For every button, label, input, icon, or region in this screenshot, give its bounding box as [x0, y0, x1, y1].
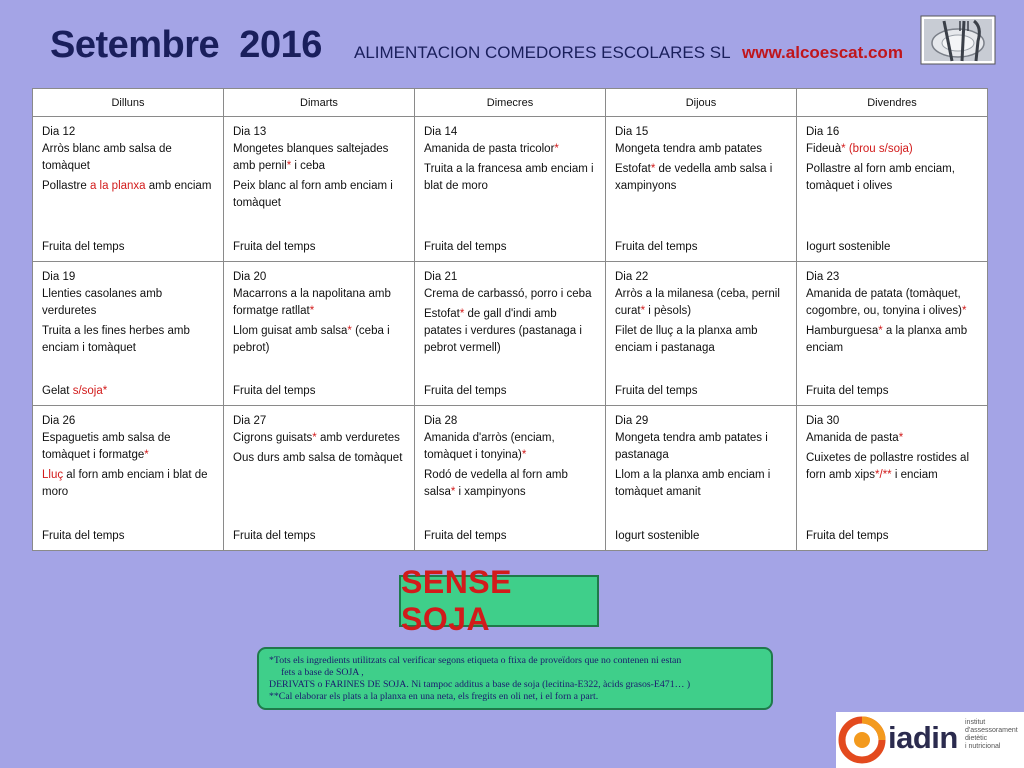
iadin-tagline: institut d'assessorament dietètic i nutricional: [965, 719, 1018, 750]
dessert: Fruita del temps: [806, 530, 889, 542]
dish: Truita a les fines herbes amb enciam i tomàquet: [42, 324, 190, 354]
menu-cell: [224, 406, 415, 551]
day-label: Dia 15: [615, 126, 649, 138]
dessert: Fruita del temps: [42, 530, 125, 542]
dish: Peix blanc al forn amb enciam i tomàquet: [233, 180, 393, 209]
menu-cell: [415, 261, 606, 406]
dish: Filet de lluç a la planxa amb enciam i pastanaga: [615, 324, 758, 354]
dish: Fideuà* (brou s/soja): [806, 143, 913, 155]
dish: Llom guisat amb salsa* (ceba i pebrot): [233, 324, 390, 354]
dish: Mongetes blanques saltejades amb pernil* i ceba: [233, 143, 389, 172]
dish: Llom a la planxa amb enciam i tomàquet amanit: [615, 469, 771, 499]
dish: Arròs a la milanesa (ceba, pernil curat* i pèsols): [615, 287, 780, 317]
dish: Mongeta tendra amb patates i pastanaga: [615, 432, 768, 462]
dish: Amanida de pasta tricolor*: [424, 143, 559, 155]
day-header-dimarts: Dimarts: [224, 89, 415, 117]
table-header-row: [33, 89, 988, 117]
cutlery-logo-icon: [918, 13, 998, 67]
menu-cell: [606, 406, 797, 551]
day-label: Dia 19: [42, 270, 76, 283]
note-line: DERIVATS o FARINES DE SOJA. Ni tampoc additus a base de soja (lecitina-E322, àcids grasos-E471… ): [269, 679, 691, 690]
dessert: Fruita del temps: [424, 240, 507, 253]
allergen-note: [257, 647, 773, 710]
day-label: Dia 13: [233, 126, 267, 138]
dish: Arròs blanc amb salsa de tomàquet: [42, 143, 172, 172]
website-link[interactable]: www.alcoescat.com: [742, 43, 903, 62]
dish: Hamburguesa* a la planxa amb enciam: [806, 324, 968, 354]
dish: Lluç al forn amb enciam i blat de moro: [42, 469, 208, 499]
menu-cell: [606, 117, 797, 262]
dish: Estofat* de vedella amb salsa i xampinyons: [615, 163, 773, 192]
day-header-divendres: Divendres: [797, 89, 988, 117]
dessert: Gelat s/soja*: [42, 385, 108, 398]
dish: Truita a la francesa amb enciam i blat de moro: [424, 163, 594, 192]
day-label: Dia 12: [42, 126, 76, 138]
day-label: Dia 29: [615, 415, 649, 428]
day-label: Dia 21: [424, 270, 458, 283]
menu-cell: [33, 406, 224, 551]
note-line: **Cal elaborar els plats a la planxa en una neta, els fregits en oli net, i el forn a part.: [269, 691, 599, 702]
dish: Cuixetes de pollastre rostides al forn amb xips*/** i enciam: [806, 452, 969, 482]
menu-cell: [797, 261, 988, 406]
day-header-dilluns: Dilluns: [33, 89, 224, 117]
dish: Crema de carbassó, porro i ceba: [424, 287, 592, 300]
dessert: Fruita del temps: [42, 240, 125, 253]
dessert: Iogurt sostenible: [806, 240, 891, 253]
menu-cell: [224, 117, 415, 262]
dessert: Fruita del temps: [233, 530, 316, 542]
day-label: Dia 30: [806, 415, 840, 428]
dish: Macarrons a la napolitana amb formatge ratllat*: [233, 287, 391, 317]
dish: Espaguetis amb salsa de tomàquet i formatge*: [42, 432, 171, 462]
company-name: ALIMENTACION COMEDORES ESCOLARES SL: [354, 43, 731, 62]
dessert: Iogurt sostenible: [615, 530, 700, 542]
iadin-emblem-icon: [838, 716, 886, 764]
badge-label: SENSE SOJA: [401, 564, 512, 637]
dessert: Fruita del temps: [806, 385, 889, 398]
dish: Pollastre al forn amb enciam, tomàquet i olives: [806, 163, 955, 192]
iadin-wordmark: iadin: [888, 720, 958, 755]
day-label: Dia 27: [233, 415, 267, 428]
dessert: Fruita del temps: [233, 240, 316, 253]
day-label: Dia 20: [233, 270, 267, 283]
note-line: *Tots els ingredients utilitzats cal verificar segons etiqueta o ftixa de proveïdors que no contenen ni estan: [269, 655, 682, 666]
menu-cell: [415, 117, 606, 262]
day-label: Dia 16: [806, 126, 840, 138]
dish: Cigrons guisats* amb verduretes: [233, 432, 400, 445]
dish: Estofat* de gall d'indi amb patates i verdures (pastanaga i pebrot vermell): [424, 307, 582, 354]
day-label: Dia 22: [615, 270, 649, 283]
menu-cell: [415, 406, 606, 551]
dish: Ous durs amb salsa de tomàquet: [233, 452, 403, 465]
dish: Mongeta tendra amb patates: [615, 143, 763, 155]
dessert: Fruita del temps: [424, 385, 507, 398]
dish: Amanida de pasta*: [806, 432, 904, 445]
table-row: [33, 261, 988, 406]
day-label: Dia 14: [424, 126, 458, 138]
dish: Rodó de vedella al forn amb salsa* i xampinyons: [424, 469, 568, 499]
dish: Pollastre a la planxa amb enciam: [42, 180, 212, 192]
dessert: Fruita del temps: [424, 530, 507, 542]
menu-cell: [797, 117, 988, 262]
day-header-dijous: Dijous: [606, 89, 797, 117]
dessert: Fruita del temps: [615, 240, 698, 253]
day-label: Dia 28: [424, 415, 458, 428]
dessert: Fruita del temps: [233, 385, 316, 398]
day-header-dimecres: Dimecres: [415, 89, 606, 117]
menu-cell: [606, 261, 797, 406]
table-row: [33, 406, 988, 551]
menu-cell: [224, 261, 415, 406]
iadin-logo: [836, 712, 1024, 768]
menu-cell: [33, 261, 224, 406]
table-row: [33, 117, 988, 262]
day-label: Dia 26: [42, 415, 76, 428]
note-line: fets a base de SOJA ,: [281, 667, 364, 678]
dish: Amanida d'arròs (enciam, tomàquet i tonyina)*: [424, 432, 555, 462]
day-label: Dia 23: [806, 270, 840, 283]
dish: Amanida de patata (tomàquet, cogombre, ou, tonyina i olives)*: [806, 287, 967, 317]
page-title: Setembre 2016: [50, 24, 322, 66]
menu-table: [32, 88, 988, 551]
menu-cell: [33, 117, 224, 262]
sense-soja-badge: [399, 564, 599, 637]
dessert: Fruita del temps: [615, 385, 698, 398]
dish: Llenties casolanes amb verduretes: [42, 287, 163, 317]
menu-cell: [797, 406, 988, 551]
